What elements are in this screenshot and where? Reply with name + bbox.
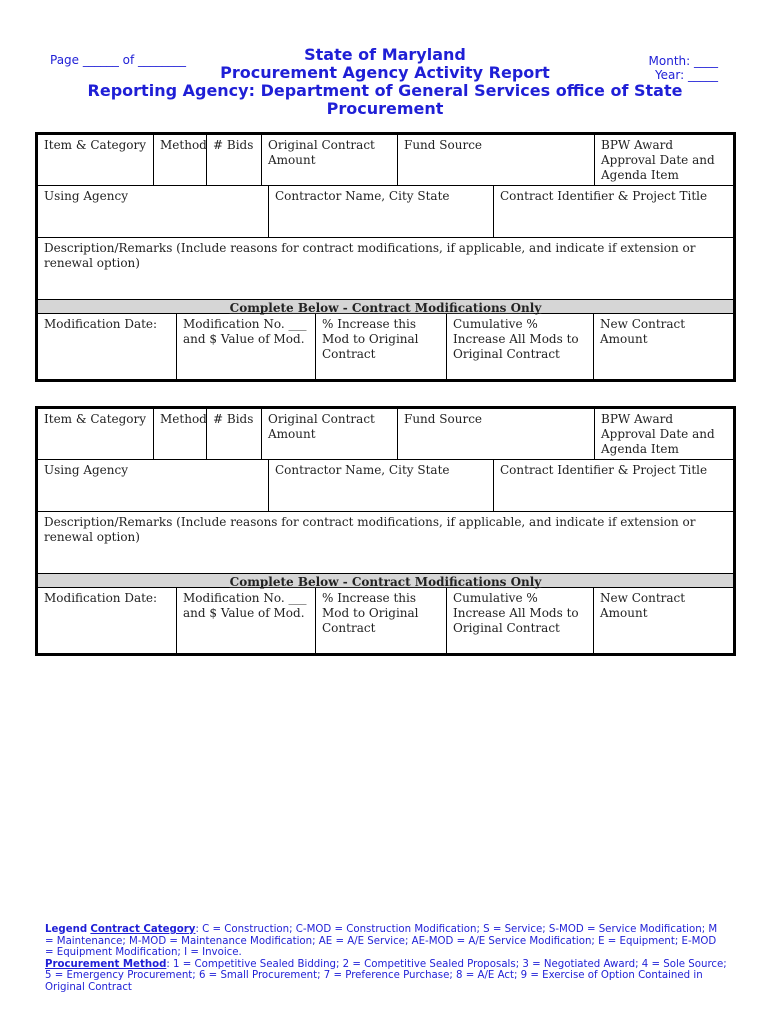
modifications-header: Complete Below - Contract Modifications Only [229, 575, 542, 589]
original-amount-field[interactable]: Original Contract Amount [262, 409, 398, 460]
description-field[interactable]: Description/Remarks (Include reasons for contract modifications, if applicable, and indicate if extension or renewal option) [38, 238, 733, 300]
percent-increase-field[interactable]: % Increase this Mod to Original Contract [316, 588, 447, 653]
contract-identifier-field[interactable]: Contract Identifier & Project Title [494, 186, 733, 238]
contractor-field[interactable]: Contractor Name, City State [269, 460, 494, 512]
contract-record [35, 132, 736, 382]
modification-date-field[interactable]: Modification Date: [38, 588, 177, 653]
modification-number-field[interactable]: Modification No. ___ and $ Value of Mod. [177, 588, 316, 653]
modification-date-field[interactable]: Modification Date: [38, 314, 177, 379]
new-contract-amount-field[interactable]: New Contract Amount [600, 317, 686, 346]
month-year-block [649, 54, 718, 82]
legend-category-label: Contract Category [90, 924, 196, 935]
report-title [60, 46, 710, 118]
bpw-award-field[interactable]: BPW Award Approval Date and Agenda Item [595, 409, 733, 460]
bpw-award-field[interactable]: BPW Award Approval Date and Agenda Item [595, 135, 733, 186]
legend-method-label: Procurement Method [45, 958, 167, 970]
title-line-agency-cont: Procurement [326, 99, 444, 118]
legend-category-text: : C = Construction; C-MOD = Construction Modification; S = Service; S-MOD = Service Modification; M = Maintenance; M-MOD = Maintenance Modification; AE = A/E Service; AE-MOD = A/E Service Modification; E = Equipment; E-MOD = Equipment Modification; I = Invoice. [45, 924, 718, 958]
modification-number-field[interactable]: Modification No. ___ and $ Value of Mod. [177, 314, 316, 379]
modifications-header: Complete Below - Contract Modifications Only [229, 301, 542, 315]
legend-prefix: Legend [45, 924, 88, 935]
title-line-report: Procurement Agency Activity Report [220, 63, 550, 82]
item-category-field[interactable]: Item & Category [38, 135, 154, 186]
using-agency-field[interactable]: Using Agency [38, 460, 269, 512]
fund-source-field[interactable]: Fund Source [398, 135, 595, 186]
legend [45, 924, 727, 993]
year-label: Year: _____ [654, 68, 718, 82]
title-line-agency: Reporting Agency: Department of General Services office of State [87, 81, 683, 100]
fund-source-field[interactable]: Fund Source [398, 409, 595, 460]
contract-identifier-field[interactable]: Contract Identifier & Project Title [494, 460, 733, 512]
title-line-state: State of Maryland [304, 45, 466, 64]
cumulative-increase-field[interactable]: Cumulative % Increase All Mods to Original Contract [447, 588, 594, 653]
cumulative-increase-field[interactable]: Cumulative % Increase All Mods to Original Contract [447, 314, 594, 379]
legend-method-text: : 1 = Competitive Sealed Bidding; 2 = Competitive Sealed Proposals; 3 = Negotiated Award; 4 = Sole Source; 5 = Emergency Procurement; 6 = Small Procurement; 7 = Preference Purchase; 8 = A/E Act; 9 = Exercise of Option Contained in Original Contract [45, 958, 727, 993]
original-amount-field[interactable]: Original Contract Amount [262, 135, 398, 186]
new-contract-amount-field[interactable]: New Contract Amount [600, 591, 686, 620]
page-number-label: Page ______ of ________ [50, 53, 187, 67]
method-field[interactable]: Method [154, 135, 207, 186]
description-field[interactable]: Description/Remarks (Include reasons for contract modifications, if applicable, and indicate if extension or renewal option) [38, 512, 733, 574]
contract-record [35, 406, 736, 656]
percent-increase-field[interactable]: % Increase this Mod to Original Contract [316, 314, 447, 379]
month-label: Month: ____ [648, 54, 718, 68]
bids-field[interactable]: # Bids [207, 135, 262, 186]
contractor-field[interactable]: Contractor Name, City State [269, 186, 494, 238]
using-agency-field[interactable]: Using Agency [38, 186, 269, 238]
method-field[interactable]: Method [154, 409, 207, 460]
item-category-field[interactable]: Item & Category [38, 409, 154, 460]
bids-field[interactable]: # Bids [207, 409, 262, 460]
